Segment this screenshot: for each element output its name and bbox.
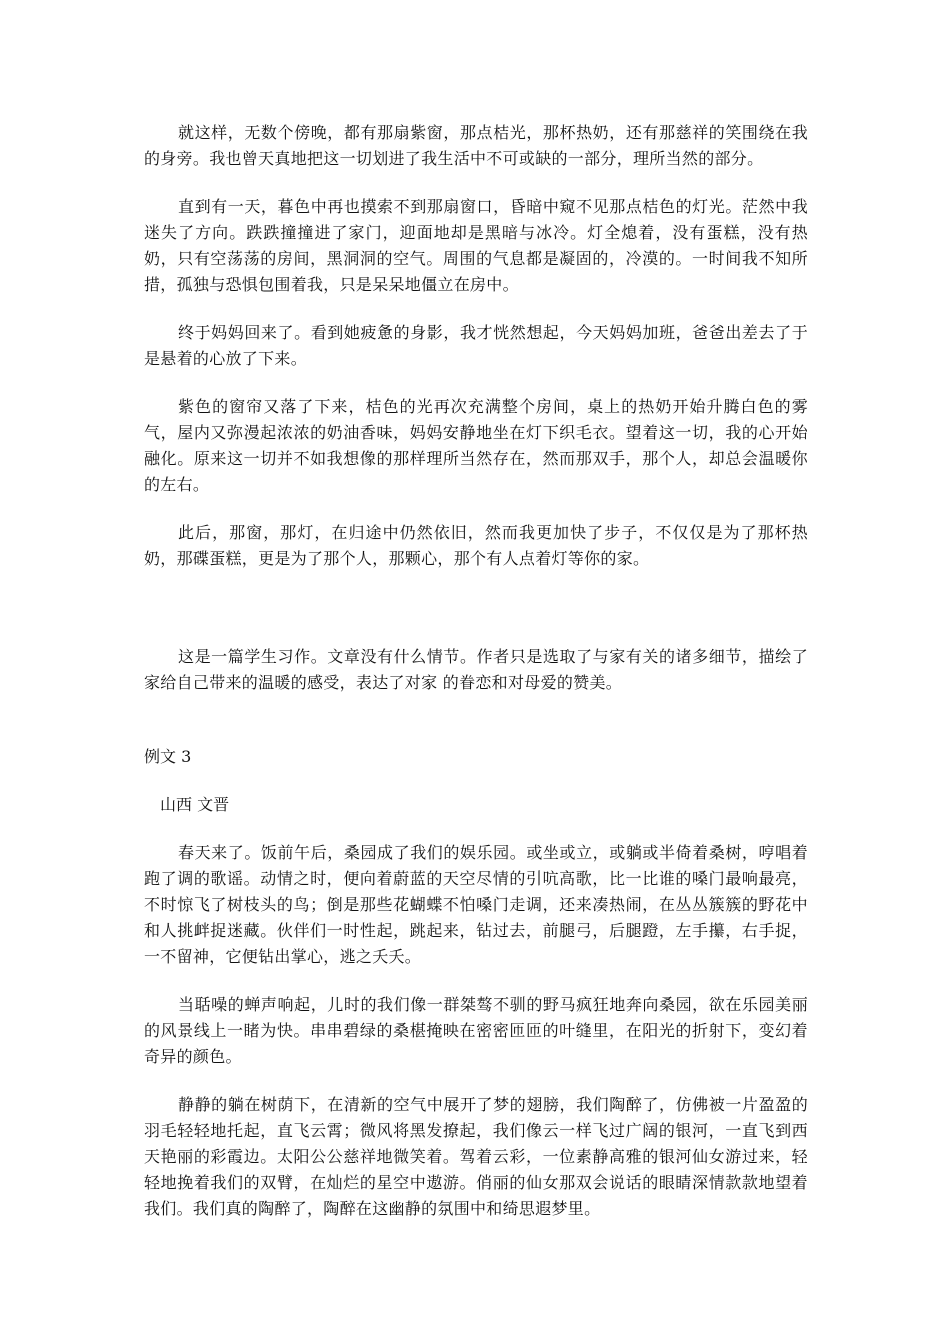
paragraph-gap — [144, 1070, 808, 1092]
paragraph-mother-returns: 终于妈妈回来了。看到她疲惫的身影，我才恍然想起，今天妈妈加班，爸爸出差去了于是悬着的心放了下来。 — [144, 323, 808, 368]
paragraph-gap — [144, 372, 808, 394]
section-gap — [144, 696, 808, 744]
paragraph-gap — [144, 818, 808, 840]
paragraph-spring-garden: 春天来了。饭前午后，桑园成了我们的娱乐园。或坐或立，或躺或半倚着桑树，哼唱着跑了调的歌谣。动情之时，便向着蔚蓝的天空尽情的引吭高歌，比一比谁的嗓门最响最亮，不时惊飞了树枝头的鸟；倒是那些花蝴蝶不怕嗓门走调，还来凑热闹，在丛丛簇簇的野花中和人挑衅捉迷藏。伙伴们一时性起，跳起来，钻过去，前腿弓，后腿蹬，左手攥，右手捉，一不留神，它便钻出掌心，逃之夭夭。 — [144, 843, 808, 966]
paragraph-gap — [144, 770, 808, 792]
paragraph-dark-home: 直到有一天，暮色中再也摸索不到那扇窗口，昏暗中窥不见那点桔色的灯光。茫然中我迷失了方向。跌跌撞撞进了家门，迎面地却是黑暗与冰冷。灯全熄着，没有蛋糕，没有热奶，只有空荡荡的房间，黑洞洞的空气。周围的气息都是凝固的，冷漠的。一时间我不知所措，孤独与恐惧包围着我，只是呆呆地僵立在房中。 — [144, 197, 808, 294]
paragraph-homeward: 此后，那窗，那灯，在归途中仍然依旧，然而我更加快了步子，不仅仅是为了那杯热奶，那碟蛋糕，更是为了那个人，那颗心，那个有人点着灯等你的家。 — [144, 523, 808, 568]
author-line: 山西 文晋 — [160, 795, 230, 814]
commentary-paragraph: 这是一篇学生习作。文章没有什么情节。作者只是选取了与家有关的诸多细节，描绘了家给自己带来的温暖的感受，表达了对家 的眷恋和对母爱的赞美。 — [144, 647, 808, 692]
paragraph-gap — [144, 498, 808, 520]
paragraph-gap — [144, 298, 808, 320]
example-heading: 例文 3 — [144, 747, 192, 766]
document-page — [144, 120, 808, 1222]
paragraph-gap — [144, 970, 808, 992]
paragraph-cicadas: 当聒噪的蝉声响起，儿时的我们像一群桀骜不驯的野马疯狂地奔向桑园，欲在乐园美丽的风景线上一睹为快。串串碧绿的桑椹掩映在密密匝匝的叶缝里，在阳光的折射下，变幻着奇异的颜色。 — [144, 995, 808, 1066]
paragraph-gap — [144, 172, 808, 194]
paragraph-dreaming: 静静的躺在树荫下，在清新的空气中展开了梦的翅膀，我们陶醉了，仿佛被一片盈盈的羽毛轻轻地托起，直飞云霄；微风将黑发撩起，我们像云一样飞过广阔的银河，一直飞到西天艳丽的彩霞边。太阳公公慈祥地微笑着。驾着云彩，一位素静高雅的银河仙女游过来，轻轻地挽着我们的双臂，在灿烂的星空中遨游。俏丽的仙女那双会说话的眼睛深情款款地望着我们。我们真的陶醉了，陶醉在这幽静的氛围中和绮思遐梦里。 — [144, 1095, 808, 1218]
paragraph-warm-room: 紫色的窗帘又落了下来，桔色的光再次充满整个房间，桌上的热奶开始升腾白色的雾气，屋内又弥漫起浓浓的奶油香味，妈妈安静地坐在灯下织毛衣。望着这一切，我的心开始融化。原来这一切并不如我想像的那样理所当然存在，然而那双手，那个人，却总会温暖你的左右。 — [144, 397, 808, 494]
paragraph-twilight-window: 就这样，无数个傍晚，都有那扇紫窗，那点桔光，那杯热奶，还有那慈祥的笑围绕在我的身旁。我也曾天真地把这一切划进了我生活中不可或缺的一部分，理所当然的部分。 — [144, 123, 808, 168]
section-gap — [144, 572, 808, 644]
